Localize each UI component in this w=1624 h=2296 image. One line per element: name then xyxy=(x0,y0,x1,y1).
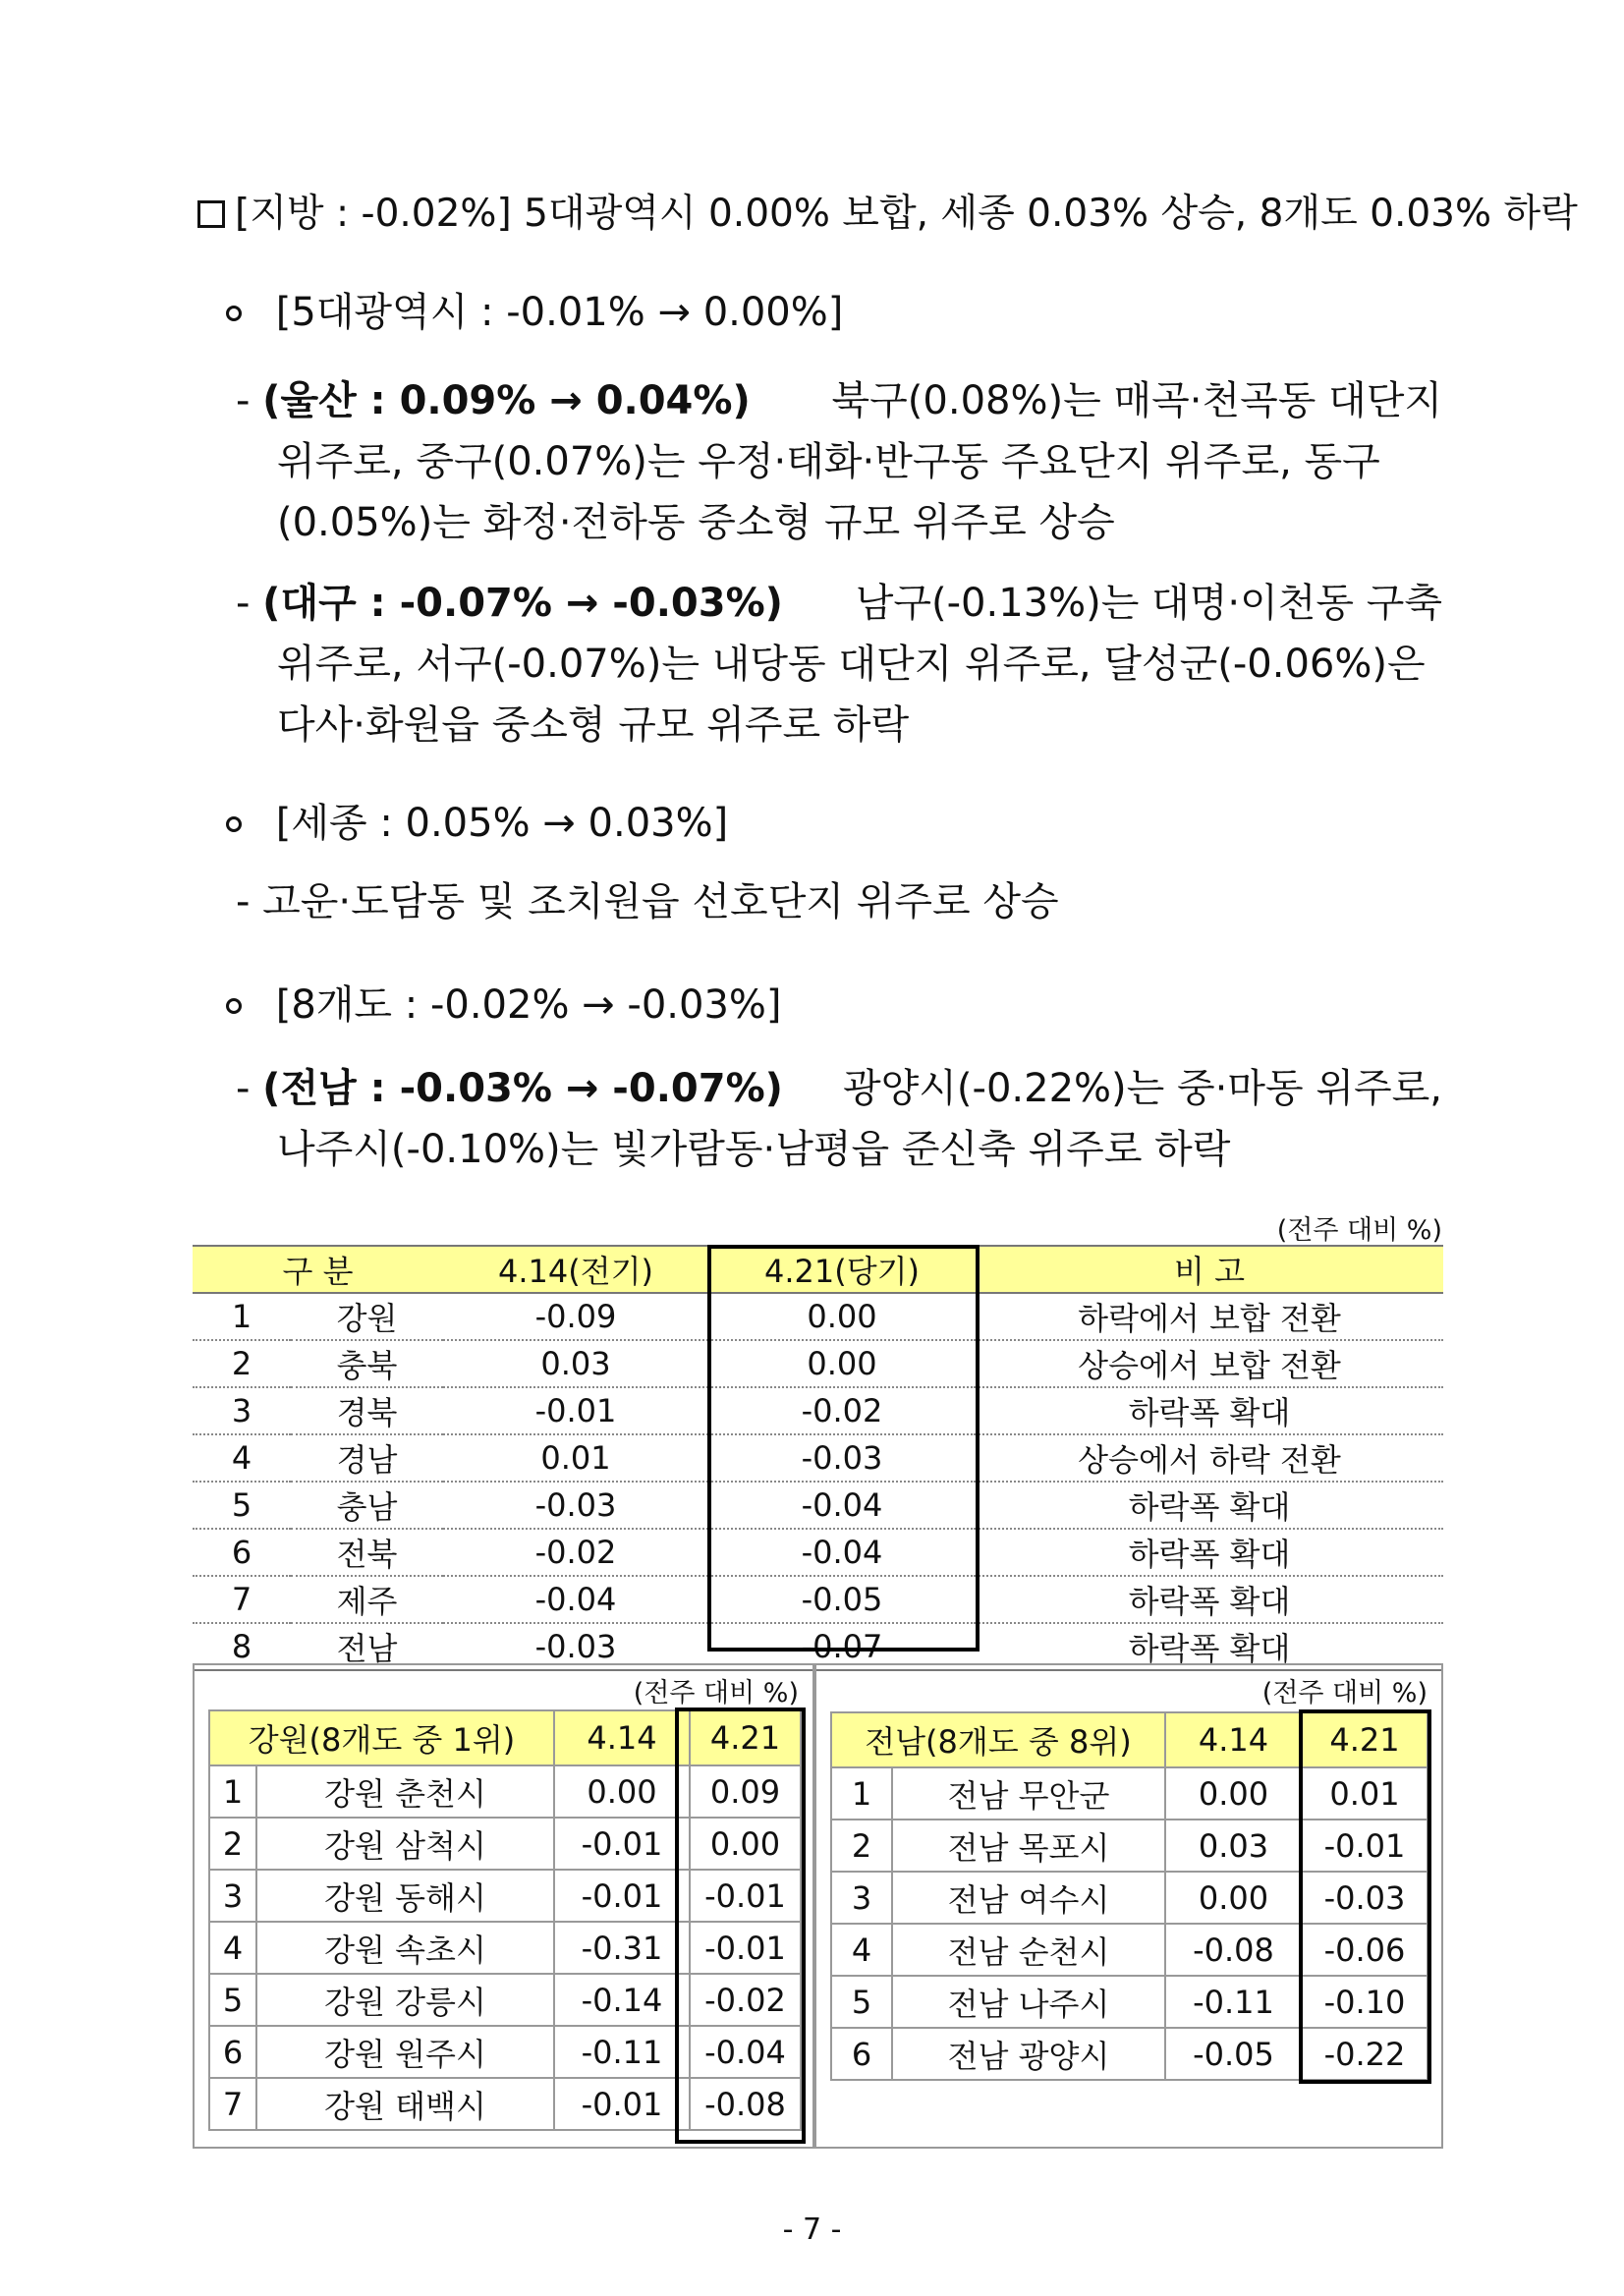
note-cell: 하락폭 확대 xyxy=(976,1529,1443,1576)
circle-bullet-icon xyxy=(226,998,242,1014)
prev-value-cell: -0.03 xyxy=(443,1623,708,1670)
area-cell: 강원 춘천시 xyxy=(256,1765,554,1818)
rank-cell: 7 xyxy=(209,2078,256,2130)
region-cell: 경남 xyxy=(291,1434,443,1482)
table-main-unit: (전주 대비 %) xyxy=(1276,1215,1442,1246)
table-row xyxy=(209,1974,801,2026)
jeonnam-line-2: 나주시(-0.10%)는 빛가람동·남평읍 준신축 위주로 하락 xyxy=(277,1127,1231,1172)
gangwon-unit: (전주 대비 %) xyxy=(633,1678,799,1708)
region-cell: 경북 xyxy=(291,1387,443,1434)
curr-value-cell: -0.22 xyxy=(1302,2028,1428,2080)
curr-value-cell: 0.09 xyxy=(690,1765,801,1818)
prev-value-cell: -0.01 xyxy=(443,1387,708,1434)
curr-value-cell: -0.06 xyxy=(1302,1924,1428,1976)
provinces-title-text: [8개도 : -0.02% → -0.03%] xyxy=(275,982,782,1028)
area-cell: 전남 광양시 xyxy=(892,2028,1165,2080)
curr-value-cell: -0.01 xyxy=(1302,1820,1428,1872)
prev-value-cell: -0.05 xyxy=(1165,2028,1302,2080)
area-cell: 강원 원주시 xyxy=(256,2026,554,2078)
table-row xyxy=(193,1434,1443,1482)
heading-tag: [지방 : -0.02%] xyxy=(235,192,512,236)
region-cell: 충북 xyxy=(291,1340,443,1387)
curr-value-cell: -0.02 xyxy=(708,1387,976,1434)
table-row xyxy=(193,1482,1443,1529)
rank-cell: 2 xyxy=(831,1820,892,1872)
rank-cell: 6 xyxy=(193,1529,291,1576)
checkbox-square-icon xyxy=(197,200,225,228)
table-header-row xyxy=(193,1246,1443,1293)
rank-cell: 3 xyxy=(193,1387,291,1434)
table-row xyxy=(209,1765,801,1818)
note-cell: 하락폭 확대 xyxy=(976,1623,1443,1670)
ulsan-label: (울산 : 0.09% → 0.04%) xyxy=(262,378,751,423)
rank-cell: 5 xyxy=(831,1976,892,2028)
ulsan-line-3: (0.05%)는 화정·전하동 중소형 규모 위주로 상승 xyxy=(277,500,1115,545)
prev-value-cell: -0.11 xyxy=(1165,1976,1302,2028)
area-cell: 강원 삼척시 xyxy=(256,1818,554,1870)
jeonnam-line-1: - (전남 : -0.03% → -0.07%) 광양시(-0.22%)는 중·마동 위주로, xyxy=(236,1066,1442,1111)
table-row xyxy=(209,1818,801,1870)
table-row xyxy=(831,1872,1428,1924)
rank-cell: 2 xyxy=(193,1340,291,1387)
region-cell: 전북 xyxy=(291,1529,443,1576)
prev-value-cell: -0.01 xyxy=(554,1818,690,1870)
header-prev: 4.14(전기) xyxy=(443,1246,708,1293)
prev-value-cell: -0.08 xyxy=(1165,1924,1302,1976)
jeonnam-table xyxy=(830,1711,1428,2081)
prev-value-cell: -0.31 xyxy=(554,1922,690,1974)
region-cell: 전남 xyxy=(291,1623,443,1670)
curr-value-cell: -0.07 xyxy=(708,1623,976,1670)
heading-text: 5대광역시 0.00% 보합, 세종 0.03% 상승, 8개도 0.03% 하락 xyxy=(511,192,1578,236)
metro-title xyxy=(226,290,844,335)
curr-value-cell: -0.10 xyxy=(1302,1976,1428,2028)
header-note: 비 고 xyxy=(976,1246,1443,1293)
daegu-label: (대구 : -0.07% → -0.03%) xyxy=(262,581,783,626)
daegu-line-3: 다사·화원읍 중소형 규모 위주로 하락 xyxy=(277,702,910,748)
table-row xyxy=(209,1870,801,1922)
gangwon-panel xyxy=(193,1663,814,2149)
area-cell: 강원 속초시 xyxy=(256,1922,554,1974)
area-cell: 강원 태백시 xyxy=(256,2078,554,2130)
table-row xyxy=(193,1387,1443,1434)
note-cell: 상승에서 보합 전환 xyxy=(976,1340,1443,1387)
circle-bullet-icon xyxy=(226,816,242,832)
table-row xyxy=(209,2026,801,2078)
sejong-text-1: 고운·도담동 및 조치원읍 선호단지 위주로 상승 xyxy=(262,879,1059,924)
table-row xyxy=(831,1767,1428,1820)
section-heading xyxy=(197,192,1578,236)
gangwon-header-prev: 4.14 xyxy=(554,1710,690,1765)
rank-cell: 6 xyxy=(831,2028,892,2080)
table-row xyxy=(831,1924,1428,1976)
prev-value-cell: 0.00 xyxy=(554,1765,690,1818)
table-row xyxy=(209,1922,801,1974)
daegu-line-2: 위주로, 서구(-0.07%)는 내당동 대단지 위주로, 달성군(-0.06%)은 xyxy=(277,642,1426,687)
rank-cell: 4 xyxy=(209,1922,256,1974)
table-row xyxy=(193,1576,1443,1623)
prev-value-cell: 0.03 xyxy=(443,1340,708,1387)
table-header-row xyxy=(209,1710,801,1765)
prev-value-cell: -0.11 xyxy=(554,2026,690,2078)
rank-cell: 5 xyxy=(193,1482,291,1529)
area-cell: 강원 강릉시 xyxy=(256,1974,554,2026)
rank-cell: 3 xyxy=(209,1870,256,1922)
header-category: 구 분 xyxy=(193,1246,443,1293)
curr-value-cell: 0.00 xyxy=(708,1293,976,1340)
sejong-title xyxy=(226,801,729,846)
region-cell: 제주 xyxy=(291,1576,443,1623)
note-cell: 하락폭 확대 xyxy=(976,1482,1443,1529)
area-cell: 전남 목포시 xyxy=(892,1820,1165,1872)
jeonnam-panel xyxy=(814,1663,1443,2149)
note-cell: 상승에서 하락 전환 xyxy=(976,1434,1443,1482)
prev-value-cell: 0.01 xyxy=(443,1434,708,1482)
gangwon-header-title: 강원(8개도 중 1위) xyxy=(209,1710,554,1765)
jeonnam-header-curr: 4.21 xyxy=(1302,1712,1428,1767)
metro-title-text: [5대광역시 : -0.01% → 0.00%] xyxy=(275,290,844,335)
daegu-line-1: - (대구 : -0.07% → -0.03%) 남구(-0.13%)는 대명·이천동 구축 xyxy=(236,581,1442,626)
daegu-text-1: 남구(-0.13%)는 대명·이천동 구축 xyxy=(855,581,1442,626)
curr-value-cell: -0.04 xyxy=(708,1529,976,1576)
table-header-row xyxy=(831,1712,1428,1767)
sejong-line-1: - 고운·도담동 및 조치원읍 선호단지 위주로 상승 xyxy=(236,879,1059,924)
provinces-title xyxy=(226,982,782,1028)
area-cell: 전남 무안군 xyxy=(892,1767,1165,1820)
prev-value-cell: -0.09 xyxy=(443,1293,708,1340)
rank-cell: 4 xyxy=(193,1434,291,1482)
note-cell: 하락폭 확대 xyxy=(976,1576,1443,1623)
province-comparison-table xyxy=(193,1245,1443,1671)
curr-value-cell: 0.00 xyxy=(690,1818,801,1870)
rank-cell: 8 xyxy=(193,1623,291,1670)
curr-value-cell: -0.05 xyxy=(708,1576,976,1623)
rank-cell: 3 xyxy=(831,1872,892,1924)
ulsan-text-1: 북구(0.08%)는 매곡·천곡동 대단지 xyxy=(831,378,1442,423)
area-cell: 강원 동해시 xyxy=(256,1870,554,1922)
ulsan-line-2: 위주로, 중구(0.07%)는 우정·태화·반구동 주요단지 위주로, 동구 xyxy=(277,439,1380,484)
rank-cell: 7 xyxy=(193,1576,291,1623)
prev-value-cell: -0.04 xyxy=(443,1576,708,1623)
sejong-title-text: [세종 : 0.05% → 0.03%] xyxy=(275,801,729,846)
table-row xyxy=(831,2028,1428,2080)
curr-value-cell: -0.02 xyxy=(690,1974,801,2026)
area-cell: 전남 여수시 xyxy=(892,1872,1165,1924)
curr-value-cell: 0.01 xyxy=(1302,1767,1428,1820)
curr-value-cell: -0.04 xyxy=(690,2026,801,2078)
prev-value-cell: 0.03 xyxy=(1165,1820,1302,1872)
prev-value-cell: -0.02 xyxy=(443,1529,708,1576)
curr-value-cell: -0.01 xyxy=(690,1870,801,1922)
table-row xyxy=(193,1293,1443,1340)
prev-value-cell: -0.01 xyxy=(554,2078,690,2130)
area-cell: 전남 나주시 xyxy=(892,1976,1165,2028)
region-cell: 충남 xyxy=(291,1482,443,1529)
prev-value-cell: -0.14 xyxy=(554,1974,690,2026)
curr-value-cell: 0.00 xyxy=(708,1340,976,1387)
prev-value-cell: -0.03 xyxy=(443,1482,708,1529)
jeonnam-header-prev: 4.14 xyxy=(1165,1712,1302,1767)
jeonnam-unit: (전주 대비 %) xyxy=(1261,1678,1428,1708)
jeonnam-text-1: 광양시(-0.22%)는 중·마동 위주로, xyxy=(843,1066,1442,1111)
circle-bullet-icon xyxy=(226,306,242,321)
ulsan-line-1: - (울산 : 0.09% → 0.04%) 북구(0.08%)는 매곡·천곡동 대단지 xyxy=(236,378,1442,423)
prev-value-cell: -0.01 xyxy=(554,1870,690,1922)
note-cell: 하락폭 확대 xyxy=(976,1387,1443,1434)
table-row xyxy=(831,1976,1428,2028)
page-number: - 7 - xyxy=(782,2212,842,2247)
gangwon-table xyxy=(208,1709,802,2131)
gangwon-header-curr: 4.21 xyxy=(690,1710,801,1765)
curr-value-cell: -0.03 xyxy=(1302,1872,1428,1924)
rank-cell: 4 xyxy=(831,1924,892,1976)
curr-value-cell: -0.01 xyxy=(690,1922,801,1974)
area-cell: 전남 순천시 xyxy=(892,1924,1165,1976)
rank-cell: 1 xyxy=(209,1765,256,1818)
note-cell: 하락에서 보합 전환 xyxy=(976,1293,1443,1340)
rank-cell: 5 xyxy=(209,1974,256,2026)
curr-value-cell: -0.08 xyxy=(690,2078,801,2130)
rank-cell: 6 xyxy=(209,2026,256,2078)
prev-value-cell: 0.00 xyxy=(1165,1872,1302,1924)
table-row xyxy=(193,1529,1443,1576)
prev-value-cell: 0.00 xyxy=(1165,1767,1302,1820)
jeonnam-header-title: 전남(8개도 중 8위) xyxy=(831,1712,1165,1767)
curr-value-cell: -0.03 xyxy=(708,1434,976,1482)
table-row xyxy=(831,1820,1428,1872)
header-curr: 4.21(당기) xyxy=(708,1246,976,1293)
table-row xyxy=(209,2078,801,2130)
curr-value-cell: -0.04 xyxy=(708,1482,976,1529)
table-row xyxy=(193,1340,1443,1387)
region-cell: 강원 xyxy=(291,1293,443,1340)
rank-cell: 1 xyxy=(193,1293,291,1340)
rank-cell: 2 xyxy=(209,1818,256,1870)
rank-cell: 1 xyxy=(831,1767,892,1820)
jeonnam-label: (전남 : -0.03% → -0.07%) xyxy=(262,1066,783,1111)
